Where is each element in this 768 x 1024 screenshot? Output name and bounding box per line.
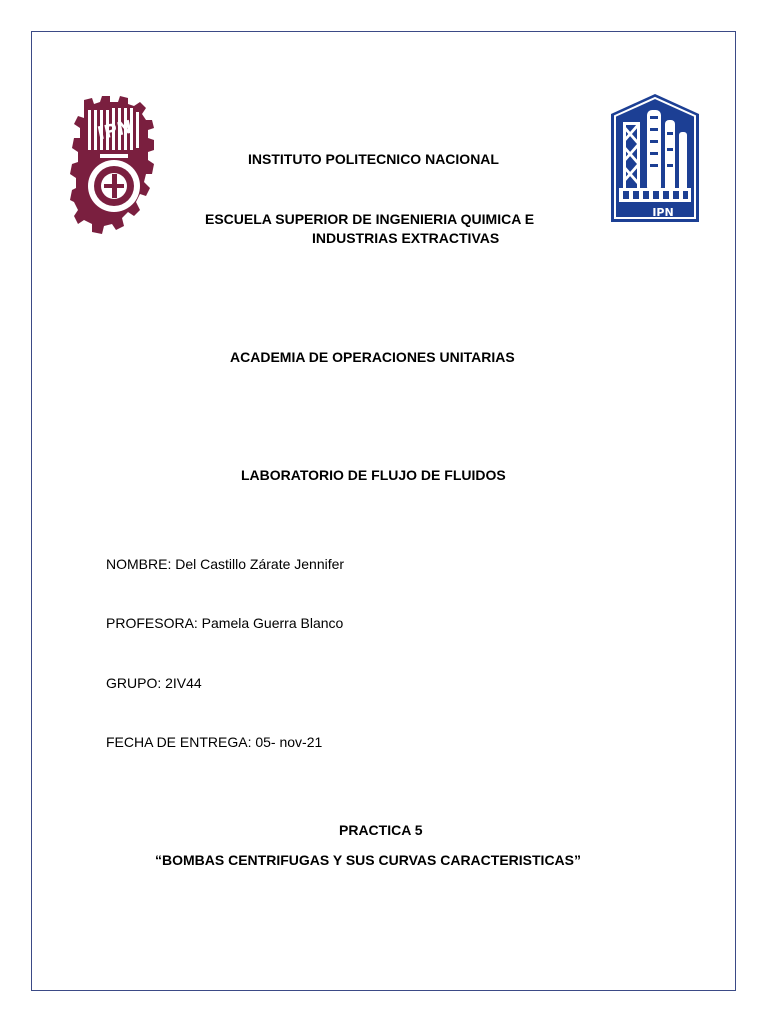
practice-title: “BOMBAS CENTRIFUGAS Y SUS CURVAS CARACTERISTICAS” bbox=[155, 852, 582, 868]
student-name: NOMBRE: Del Castillo Zárate Jennifer bbox=[106, 556, 345, 572]
school-name-line1: ESCUELA SUPERIOR DE INGENIERIA QUIMICA E bbox=[205, 211, 535, 227]
delivery-date: FECHA DE ENTREGA: 05- nov-21 bbox=[106, 734, 323, 750]
practice-number: PRACTICA 5 bbox=[339, 822, 423, 838]
ipn-logo bbox=[70, 94, 156, 236]
laboratory-name: LABORATORIO DE FLUJO DE FLUIDOS bbox=[241, 467, 506, 483]
group: GRUPO: 2IV44 bbox=[106, 675, 202, 691]
school-name-line2: INDUSTRIAS EXTRACTIVAS bbox=[312, 230, 500, 246]
esiqie-logo bbox=[609, 92, 701, 224]
professor-name: PROFESORA: Pamela Guerra Blanco bbox=[106, 615, 344, 631]
institute-name: INSTITUTO POLITECNICO NACIONAL bbox=[248, 151, 499, 167]
svg-text:IPN: IPN bbox=[652, 206, 674, 219]
svg-text:IPN: IPN bbox=[95, 116, 135, 145]
academy-name: ACADEMIA DE OPERACIONES UNITARIAS bbox=[230, 349, 515, 365]
